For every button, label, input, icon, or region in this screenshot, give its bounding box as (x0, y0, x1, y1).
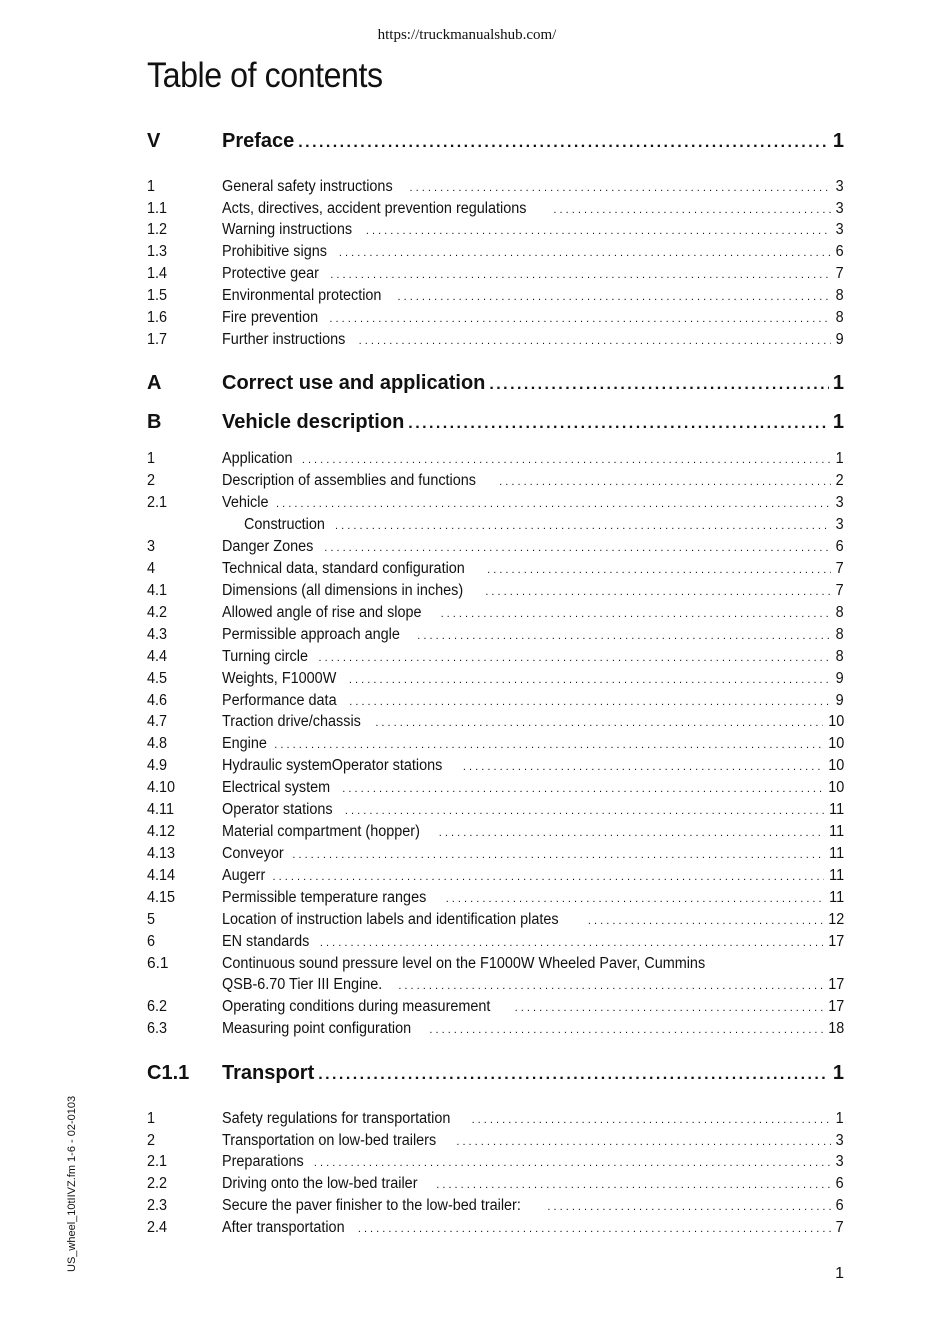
dot-leader (417, 626, 831, 644)
toc-entry-number: A (147, 372, 162, 394)
toc-entry-row[interactable] (147, 648, 844, 666)
toc-entry-page: 1 (832, 411, 844, 433)
dot-leader (429, 1020, 822, 1038)
dot-leader (314, 1153, 831, 1171)
toc-entry-row[interactable] (147, 516, 844, 534)
toc-entry-title: Transportation on low-bed trailers (222, 1132, 437, 1149)
toc-entry-page: 10 (827, 757, 844, 774)
toc-entry-title: Continuous sound pressure level on the F1000W Wheeled Paver, Cummins (222, 955, 706, 972)
dot-leader (446, 889, 824, 907)
dot-leader (292, 845, 824, 863)
toc-entry-title: Material compartment (hopper) (222, 823, 420, 840)
toc-entry-page: 3 (835, 1132, 844, 1149)
toc-entry-number: 5 (147, 911, 156, 928)
dot-leader (499, 472, 831, 490)
toc-entry-row[interactable] (147, 692, 844, 710)
toc-entry-row[interactable] (147, 200, 844, 218)
toc-entry-title: Dimensions (all dimensions in inches) (222, 582, 464, 599)
toc-entry-number: C1.1 (147, 1062, 190, 1084)
toc-entry-page: 8 (835, 604, 844, 621)
toc-entry-page: 6 (835, 538, 844, 555)
dot-leader (410, 178, 832, 196)
toc-entry-row[interactable] (147, 494, 844, 512)
toc-entry-page: 7 (835, 265, 844, 282)
toc-entry-title: Preparations (222, 1153, 304, 1170)
toc-entry-row[interactable] (147, 955, 844, 973)
dot-leader (335, 516, 831, 534)
toc-entry-page: 6 (835, 1197, 844, 1214)
toc-entry-title: Transport (222, 1062, 315, 1084)
toc-entry-title: Technical data, standard configuration (222, 560, 465, 577)
dot-leader (588, 911, 823, 929)
toc-entry-title: After transportation (222, 1219, 345, 1236)
dot-leader (375, 713, 822, 731)
dot-leader (441, 604, 832, 622)
toc-entry-number: 4.2 (147, 604, 168, 621)
toc-entry-title: Environmental protection (222, 287, 382, 304)
toc-entry-title: Danger Zones (222, 538, 314, 555)
toc-entry-title: Description of assemblies and functions (222, 472, 477, 489)
toc-entry-page: 3 (835, 221, 844, 238)
toc-entry-number: 2.4 (147, 1219, 168, 1236)
dot-leader (318, 1062, 829, 1085)
toc-entry-row[interactable] (147, 779, 844, 797)
toc-entry-number: 2.1 (147, 1153, 168, 1170)
dot-leader (439, 823, 824, 841)
toc-entry-page: 3 (835, 200, 844, 217)
toc-entry-number: 4 (147, 560, 156, 577)
toc-section-row[interactable] (147, 411, 844, 434)
toc-entry-number: 1.2 (147, 221, 168, 238)
toc-section-row[interactable] (147, 372, 844, 395)
toc-entry-number: V (147, 130, 161, 152)
toc-entry-number: B (147, 411, 162, 433)
toc-entry-number: 1 (147, 1110, 156, 1127)
toc-entry-row[interactable] (147, 1110, 844, 1128)
toc-entry-number: 4.6 (147, 692, 168, 709)
toc-entry-number: 4.1 (147, 582, 168, 599)
toc-entry-number: 1.4 (147, 265, 168, 282)
toc-entry-title: EN standards (222, 933, 310, 950)
toc-entry-row[interactable] (147, 243, 844, 261)
dot-leader (320, 933, 823, 951)
toc-entry-page: 12 (827, 911, 844, 928)
toc-entry-title: Driving onto the low-bed trailer (222, 1175, 418, 1192)
dot-leader (398, 976, 822, 994)
toc-entry-row[interactable] (147, 998, 844, 1016)
toc-entry-number: 1.5 (147, 287, 168, 304)
dot-leader (553, 200, 831, 218)
toc-entry-title: Application (222, 450, 293, 467)
toc-entry-number: 4.10 (147, 779, 176, 796)
toc-entry-row[interactable] (147, 867, 844, 885)
side-file-label: US_wheel_10tIIVZ.fm 1-6 - 02-0103 (66, 1095, 78, 1272)
toc-entry-row[interactable] (147, 1175, 844, 1193)
dot-leader (324, 538, 831, 556)
toc-section-row[interactable] (147, 130, 844, 153)
toc-entry-page: 2 (835, 472, 844, 489)
toc-entry-page: 18 (827, 1020, 844, 1037)
toc-entry-title: Secure the paver finisher to the low-bed trailer: (222, 1197, 521, 1214)
toc-entry-number: 1 (147, 178, 156, 195)
toc-entry-page: 1 (835, 1110, 844, 1127)
toc-entry-number: 4.3 (147, 626, 168, 643)
dot-leader (515, 998, 823, 1016)
toc-entry-row[interactable] (147, 823, 844, 841)
toc-entry-title: Permissible temperature ranges (222, 889, 427, 906)
toc-entry-number: 1.7 (147, 331, 168, 348)
dot-leader (318, 648, 831, 666)
toc-entry-title: Further instructions (222, 331, 346, 348)
toc-entry-title: Permissible approach angle (222, 626, 400, 643)
toc-entry-title: Weights, F1000W (222, 670, 337, 687)
toc-entry-title: Operator stations (222, 801, 333, 818)
dot-leader (349, 670, 831, 688)
toc-entry-page: 8 (835, 626, 844, 643)
toc-entry-page: 11 (829, 845, 844, 862)
toc-entry-title: QSB-6.70 Tier III Engine. (222, 976, 383, 993)
toc-entry-row[interactable] (147, 309, 844, 327)
toc-entry-number: 2 (147, 1132, 156, 1149)
toc-entry-title: Electrical system (222, 779, 331, 796)
toc-entry-row[interactable] (147, 845, 844, 863)
toc-entry-page: 3 (835, 178, 844, 195)
toc-entry-number: 4.15 (147, 889, 176, 906)
dot-leader (547, 1197, 831, 1215)
dot-leader (397, 287, 831, 305)
toc-entry-page: 6 (835, 1175, 844, 1192)
toc-entry-page: 17 (827, 933, 844, 950)
toc-entry-page: 8 (835, 309, 844, 326)
toc-entry-number: 4.5 (147, 670, 168, 687)
toc-entry-number: 6.2 (147, 998, 168, 1015)
toc-entry-number: 4.8 (147, 735, 168, 752)
toc-entry-title: Augerr (222, 867, 266, 884)
dot-leader (456, 1132, 831, 1150)
dot-leader (358, 1219, 832, 1237)
toc-entry-page: 10 (827, 779, 844, 796)
toc-entry-row[interactable] (147, 450, 844, 468)
toc-entry-page: 11 (829, 867, 844, 884)
dot-leader (298, 130, 829, 153)
toc-entry-title: Prohibitive signs (222, 243, 327, 260)
toc-entry-page: 3 (835, 1153, 844, 1170)
toc-entry-title: Conveyor (222, 845, 284, 862)
toc-entry-page: 11 (829, 801, 844, 818)
dot-leader (359, 331, 832, 349)
dot-leader (329, 309, 831, 327)
toc-entry-title: Measuring point configuration (222, 1020, 412, 1037)
dot-leader (345, 801, 824, 819)
toc-entry-page: 10 (827, 713, 844, 730)
dot-leader (349, 692, 831, 710)
toc-entry-row[interactable] (147, 538, 844, 556)
toc-entry-row[interactable] (147, 287, 844, 305)
toc-entry-page: 6 (835, 243, 844, 260)
toc-entry-row[interactable] (147, 560, 844, 578)
toc-entry-title: Safety regulations for transportation (222, 1110, 451, 1127)
dot-leader (487, 560, 831, 578)
toc-entry-number: 4.7 (147, 713, 168, 730)
toc-entry-row[interactable] (147, 221, 844, 239)
toc-entry-row[interactable] (147, 1132, 844, 1150)
toc-entry-number: 6.1 (147, 955, 169, 972)
toc-entry-row[interactable] (147, 889, 844, 907)
dot-leader (274, 735, 822, 753)
toc-entry-page: 17 (827, 976, 844, 993)
dot-leader (302, 450, 832, 468)
dot-leader (366, 221, 832, 239)
toc-entry-page: 11 (829, 889, 844, 906)
toc-entry-title: Traction drive/chassis (222, 713, 361, 730)
toc-entry-row[interactable] (147, 713, 844, 731)
toc-entry-number: 4.9 (147, 757, 168, 774)
toc-entry-page: 7 (835, 560, 844, 577)
toc-entry-row[interactable] (147, 1219, 844, 1237)
toc-entry-number: 1 (147, 450, 156, 467)
toc-entry-row[interactable] (147, 735, 844, 753)
toc-entry-page: 3 (835, 494, 844, 511)
toc-entry-number: 1.6 (147, 309, 168, 326)
toc-entry-row[interactable] (147, 911, 844, 929)
toc-entry-number: 6 (147, 933, 156, 950)
toc-entry-number: 4.11 (147, 801, 174, 818)
dot-leader (273, 867, 824, 885)
toc-entry-page: 11 (829, 823, 844, 840)
dot-leader (485, 582, 831, 600)
toc-entry-title: Construction (244, 516, 325, 533)
toc-entry-row[interactable] (147, 976, 844, 994)
toc-entry-title: Fire prevention (222, 309, 319, 326)
toc-entry-title: Warning instructions (222, 221, 353, 238)
toc-entry-number: 2 (147, 472, 156, 489)
toc-entry-title: Protective gear (222, 265, 319, 282)
dot-leader (276, 494, 831, 512)
toc-entry-row[interactable] (147, 178, 844, 196)
toc-entry-title: Allowed angle of rise and slope (222, 604, 422, 621)
toc-entry-number: 4.14 (147, 867, 176, 884)
toc-entry-row[interactable] (147, 472, 844, 490)
toc-entry-number: 2.1 (147, 494, 168, 511)
toc-entry-page: 7 (835, 1219, 844, 1236)
toc-entry-row[interactable] (147, 1153, 844, 1171)
toc-entry-page: 8 (835, 648, 844, 665)
toc-entry-title: Acts, directives, accident prevention regulations (222, 200, 527, 217)
dot-leader (463, 757, 823, 775)
toc-entry-title: Engine (222, 735, 267, 752)
toc-entry-title: Correct use and application (222, 372, 486, 394)
dot-leader (342, 779, 822, 797)
toc-entry-page: 1 (832, 130, 844, 152)
toc-entry-title: Hydraulic systemOperator stations (222, 757, 443, 774)
toc-entry-title: Preface (222, 130, 295, 152)
dot-leader (330, 265, 831, 283)
toc-entry-row[interactable] (147, 265, 844, 283)
toc-entry-number: 1.3 (147, 243, 168, 260)
dot-leader (408, 411, 829, 434)
toc-entry-row[interactable] (147, 933, 844, 951)
toc-entry-number: 2.3 (147, 1197, 168, 1214)
toc-entry-row[interactable] (147, 582, 844, 600)
toc-entry-page: 10 (827, 735, 844, 752)
toc-entry-row[interactable] (147, 670, 844, 688)
toc-entry-title: Operating conditions during measurement (222, 998, 491, 1015)
toc-entry-number: 1.1 (147, 200, 168, 217)
page-title: Table of contents (147, 56, 383, 95)
header-url: https://truckmanualshub.com/ (377, 27, 557, 43)
toc-entry-number: 4.4 (147, 648, 168, 665)
toc-entry-title: General safety instructions (222, 178, 393, 195)
toc-entry-page: 7 (835, 582, 844, 599)
toc-entry-row[interactable] (147, 1197, 844, 1215)
toc-entry-title: Location of instruction labels and identification plates (222, 911, 559, 928)
toc-entry-title: Vehicle description (222, 411, 405, 433)
toc-entry-number: 3 (147, 538, 156, 555)
toc-entry-row[interactable] (147, 1020, 844, 1038)
toc-entry-title: Performance data (222, 692, 337, 709)
page-number: 1 (835, 1265, 844, 1282)
dot-leader (339, 243, 832, 261)
toc-entry-page: 1 (832, 1062, 844, 1084)
toc-entry-title: Turning circle (222, 648, 308, 665)
toc-entry-number: 4.13 (147, 845, 176, 862)
toc-entry-page: 8 (835, 287, 844, 304)
toc-entry-row[interactable] (147, 604, 844, 622)
toc-entry-number: 6.3 (147, 1020, 168, 1037)
toc-entry-page: 1 (832, 372, 844, 394)
dot-leader (489, 372, 828, 395)
toc-entry-number: 4.12 (147, 823, 176, 840)
dot-leader (436, 1175, 831, 1193)
toc-entry-page: 9 (835, 692, 844, 709)
toc-entry-title: Vehicle (222, 494, 269, 511)
toc-entry-row[interactable] (147, 626, 844, 644)
toc-entry-number: 2.2 (147, 1175, 168, 1192)
toc-entry-page: 3 (835, 516, 844, 533)
toc-entry-row[interactable] (147, 801, 844, 819)
toc-entry-page: 9 (835, 670, 844, 687)
toc-section-row[interactable] (147, 1062, 844, 1085)
toc-entry-page: 17 (827, 998, 844, 1015)
toc-entry-page: 9 (835, 331, 844, 348)
dot-leader (472, 1110, 832, 1128)
toc-entry-row[interactable] (147, 331, 844, 349)
toc-entry-page: 1 (835, 450, 844, 467)
toc-entry-row[interactable] (147, 757, 844, 775)
